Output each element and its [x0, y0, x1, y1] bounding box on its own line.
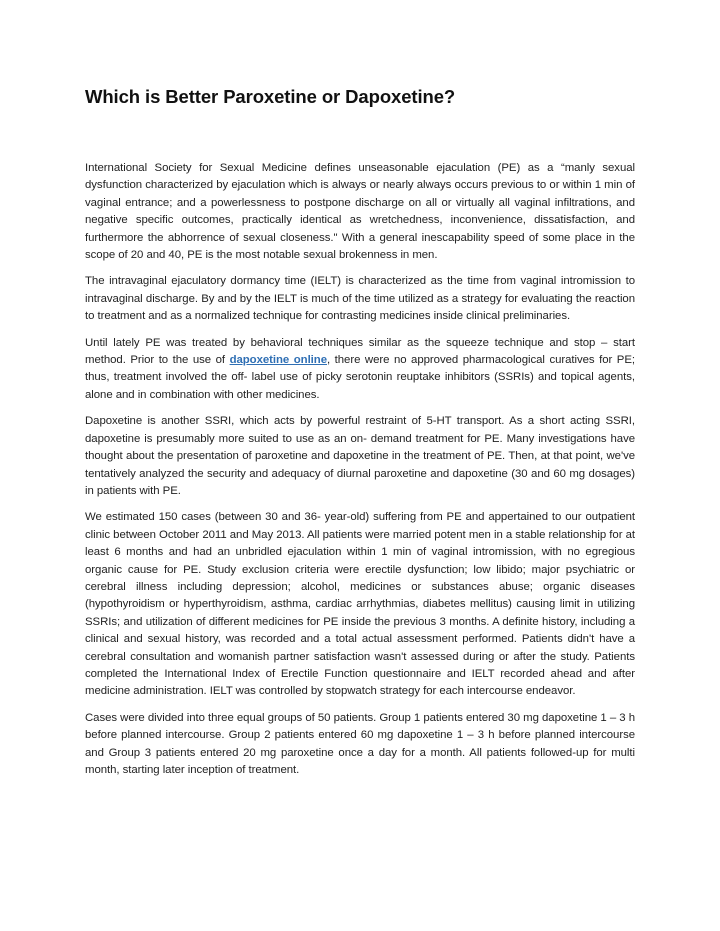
article-body [85, 160, 635, 788]
dapoxetine-online-link[interactable]: dapoxetine online [229, 354, 327, 367]
paragraph-ielt: The intravaginal ejaculatory dormancy time (IELT) is characterized as the time from vaginal intromission to intravaginal discharge. By and by the IELT is much of the time utilized as a strategy for evaluating the reaction to treatment and as a normalized technique for contrasting medicines inside clinical preliminaries. [85, 275, 635, 323]
paragraph-treatment-history [85, 335, 635, 405]
article-title: Which is Better Paroxetine or Dapoxetine? [85, 86, 456, 107]
paragraph-study-methods: We estimated 150 cases (between 30 and 36- year-old) suffering from PE and appertained to our outpatient clinic between October 2011 and May 2013. All patients were married potent men in a stable relationship for at least 6 months and had an unbridled ejaculation within 1 min of vaginal intromission, with no egregious organic cause for PE. Study exclusion criteria were erectile dysfunction; low libido; major psychiatric or cerebral illness including depression; alcohol, medicines or substances abuse; organic diseases (hypothyroidism or hyperthyroidism, asthma, cardiac arrhythmias, diabetes mellitus) causing limit in utilizing SSRIs; and utilization of different medicines for PE inside the previous 3 months. A definite history, including a clinical and sexual history, was recorded and a total actual assessment performed. Patients didn't have a cerebral consultation and womanish partner satisfaction wasn't assessed during or after the study. Patients completed the International Index of Erectile Function questionnaire and IELT recorded ahead and after medicine administration. IELT was controlled by stopwatch strategy for each intercourse endeavor. [85, 511, 635, 698]
paragraph-text-before-link: Until lately PE was treated by behavioral techniques similar as the squeeze technique and stop – start method. Prior to the use of [85, 336, 635, 367]
paragraph-text-after-link: , there were no approved pharmacological curatives for PE; thus, treatment involved the off- label use of picky serotonin reuptake inhibitors (SSRIs) and topical agents, alone and in combination with other medicines. [85, 354, 636, 401]
paragraph-pe-definition: International Society for Sexual Medicine defines unseasonable ejaculation (PE) as a “manly sexual dysfunction characterized by ejaculation which is always or nearly always occurs previous to or within 1 min of vaginal entrance; and a powerlessness to postpone discharge on all or virtually all vaginal infiltrations, and negative specific outcomes, practically identical as wretchedness, inconvenience, dissatisfaction, and furthermore the abhorrence of sexual closeness." With a general inescapability speed of some place in the scope of 20 and 40, PE is the most notable sexual brokenness in men. [85, 162, 635, 262]
paragraph-dapoxetine-ssri: Dapoxetine is another SSRI, which acts by powerful restraint of 5-HT transport. As a short acting SSRI, dapoxetine is presumably more suited to use as an on- demand treatment for PE. Many investigations have thought about the presentation of paroxetine and dapoxetine in the treatment of PE. Then, at that point, we've tentatively analyzed the security and adequacy of diurnal paroxetine and dapoxetine (30 and 60 mg dosages) in patients with PE. [85, 415, 635, 497]
paragraph-study-groups: Cases were divided into three equal groups of 50 patients. Group 1 patients entered 30 mg dapoxetine 1 – 3 h before planned intercourse. Group 2 patients entered 60 mg dapoxetine 1 – 3 h before planned intercourse and Group 3 patients entered 20 mg paroxetine once a day for a month. All patients followed-up for multi month, starting later inception of treatment. [85, 711, 635, 776]
